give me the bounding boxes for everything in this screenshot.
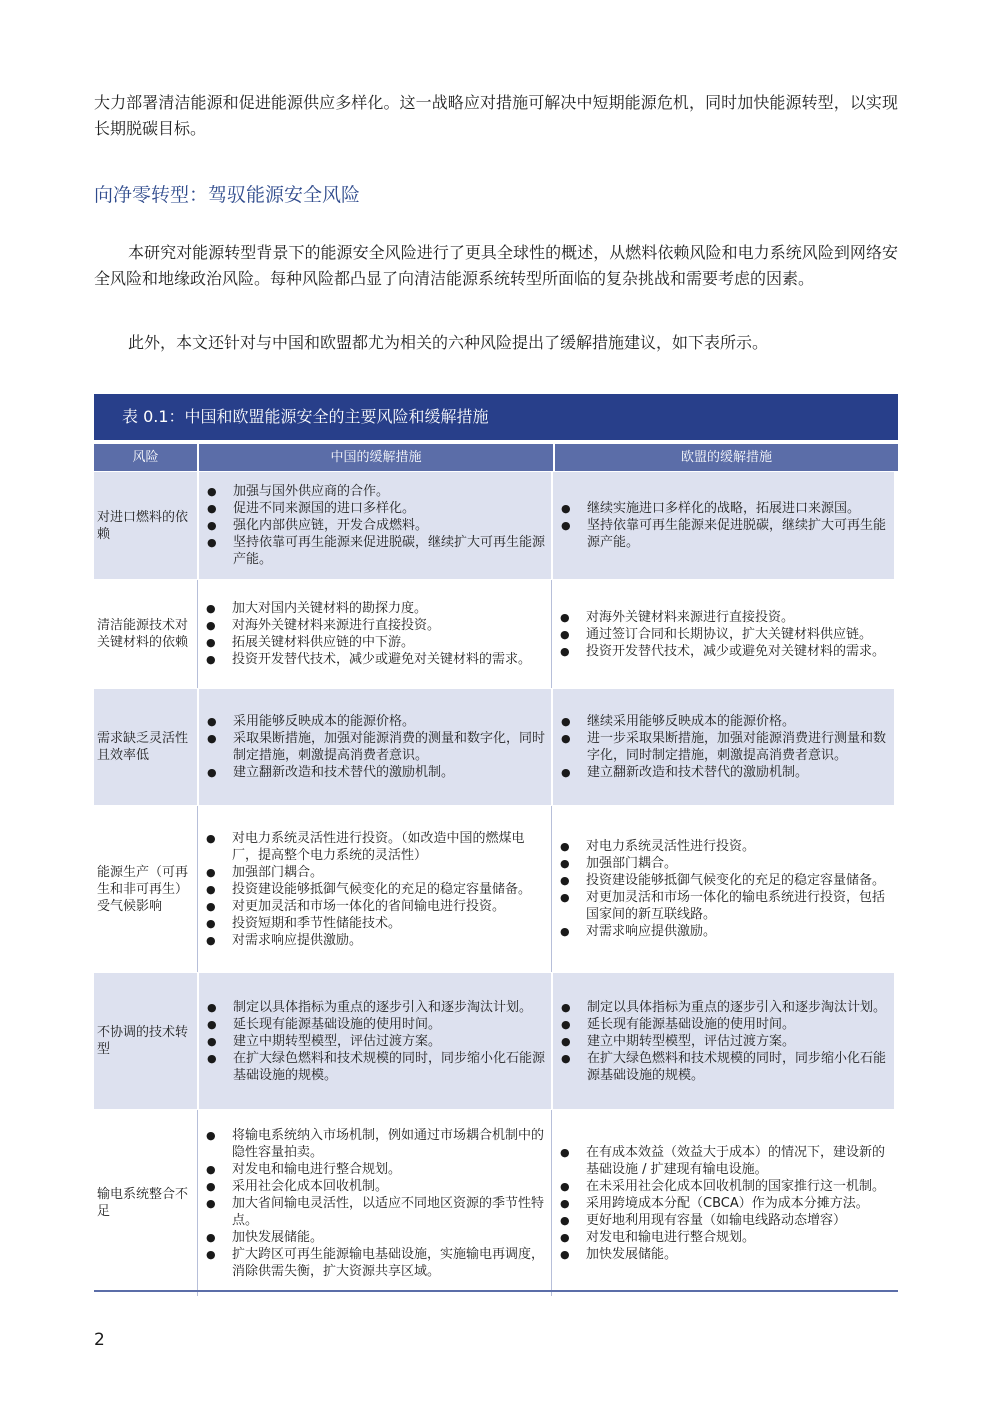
table-row bbox=[94, 805, 898, 972]
eu-measures-cell bbox=[551, 973, 894, 1109]
list-item: ● 采用跨境成本分配（CBCA）作为成本分摊方法。 bbox=[556, 1195, 890, 1212]
china-measures-cell bbox=[197, 689, 551, 805]
eu-measures-cell bbox=[551, 1110, 894, 1296]
list-item: ● 建立中期转型模型，评估过渡方案。 bbox=[557, 1033, 890, 1050]
china-measures-cell bbox=[197, 806, 551, 972]
list-item: ● 加大对国内关键材料的勘探力度。 bbox=[202, 600, 547, 617]
list-item: ● 投资建设能够抵御气候变化的充足的稳定容量储备。 bbox=[202, 881, 547, 898]
eu-measures-cell bbox=[551, 689, 894, 805]
list-item: ● 坚持依靠可再生能源来促进脱碳，继续扩大可再生能源产能。 bbox=[203, 534, 547, 568]
table-row bbox=[94, 471, 898, 579]
list-item: ● 对电力系统灵活性进行投资。 bbox=[556, 838, 890, 855]
list-item: ● 对需求响应提供激励。 bbox=[202, 932, 547, 949]
list-item: ● 将输电系统纳入市场机制，例如通过市场耦合机制中的隐性容量拍卖。 bbox=[202, 1127, 547, 1161]
china-measures-cell bbox=[197, 472, 551, 579]
risk-cell: 能源生产（可再生和非可再生）受气候影响 bbox=[97, 864, 189, 914]
eu-measures-cell bbox=[551, 580, 894, 688]
list-item: ● 扩大跨区可再生能源输电基础设施，实施输电再调度，消除供需失衡，扩大资源共享区域。 bbox=[202, 1246, 547, 1280]
list-item: ● 拓展关键材料供应链的中下游。 bbox=[202, 634, 547, 651]
list-item: ● 采用社会化成本回收机制。 bbox=[202, 1178, 547, 1195]
table-row bbox=[94, 972, 898, 1109]
list-item: ● 坚持依靠可再生能源来促进脱碳，继续扩大可再生能源产能。 bbox=[557, 517, 890, 551]
list-item: ● 继续采用能够反映成本的能源价格。 bbox=[557, 713, 890, 730]
list-item: ● 加强与国外供应商的合作。 bbox=[203, 483, 547, 500]
list-item: ● 对需求响应提供激励。 bbox=[556, 923, 890, 940]
table-header bbox=[94, 444, 898, 471]
list-item: ● 投资短期和季节性储能技术。 bbox=[202, 915, 547, 932]
risk-cell: 不协调的技术转型 bbox=[94, 973, 197, 1109]
list-item: ● 建立翻新改造和技术替代的激励机制。 bbox=[557, 764, 890, 781]
list-item: ● 对发电和输电进行整合规划。 bbox=[202, 1161, 547, 1178]
list-item: ● 通过签订合同和长期协议，扩大关键材料供应链。 bbox=[556, 626, 890, 643]
list-item: ● 在扩大绿色燃料和技术规模的同时，同步缩小化石能源基础设施的规模。 bbox=[203, 1050, 547, 1084]
page-number: 2 bbox=[94, 1330, 105, 1350]
header-china: 中国的缓解措施 bbox=[199, 444, 553, 471]
list-item: ● 制定以具体指标为重点的逐步引入和逐步淘汰计划。 bbox=[557, 999, 890, 1016]
list-item: ● 更好地利用现有容量（如输电线路动态增容） bbox=[556, 1212, 890, 1229]
china-measures-cell bbox=[197, 1110, 551, 1296]
table-row bbox=[94, 688, 898, 805]
section-heading: 向净零转型：驾驭能源安全风险 bbox=[94, 184, 361, 206]
header-eu: 欧盟的缓解措施 bbox=[555, 444, 898, 471]
table-bottom-rule bbox=[94, 1290, 898, 1292]
list-item: ● 对更加灵活和市场一体化的输电系统进行投资，包括国家间的新互联线路。 bbox=[556, 889, 890, 923]
body-paragraph-2: 此外，本文还针对与中国和欧盟都尤为相关的六种风险提出了缓解措施建议，如下表所示。 bbox=[128, 333, 769, 352]
table-title: 表 0.1：中国和欧盟能源安全的主要风险和缓解措施 bbox=[94, 394, 898, 440]
list-item: ● 在未采用社会化成本回收机制的国家推行这一机制。 bbox=[556, 1178, 890, 1195]
risk-cell: 对进口燃料的依赖 bbox=[94, 472, 197, 579]
list-item: ● 加快发展储能。 bbox=[556, 1246, 890, 1263]
table-row bbox=[94, 1109, 898, 1296]
list-item: ● 建立翻新改造和技术替代的激励机制。 bbox=[203, 764, 547, 781]
list-item: ● 投资建设能够抵御气候变化的充足的稳定容量储备。 bbox=[556, 872, 890, 889]
list-item: ● 对更加灵活和市场一体化的省间输电进行投资。 bbox=[202, 898, 547, 915]
risk-cell: 需求缺乏灵活性且效率低 bbox=[94, 689, 197, 805]
list-item: ● 延长现有能源基础设施的使用时间。 bbox=[203, 1016, 547, 1033]
list-item: ● 建立中期转型模型，评估过渡方案。 bbox=[203, 1033, 547, 1050]
list-item: ● 加强部门耦合。 bbox=[556, 855, 890, 872]
risk-mitigation-table bbox=[94, 394, 898, 1296]
list-item: ● 进一步采取果断措施，加强对能源消费进行测量和数字化，同时制定措施，刺激提高消费者意识。 bbox=[557, 730, 890, 764]
list-item: ● 在有成本效益（效益大于成本）的情况下，建设新的基础设施 / 扩建现有输电设施。 bbox=[556, 1144, 890, 1178]
risk-cell: 输电系统整合不足 bbox=[97, 1187, 189, 1219]
intro-paragraph: 大力部署清洁能源和促进能源供应多样化。这一战略应对措施可解决中短期能源危机，同时加快能源转型，以实现长期脱碳目标。 bbox=[94, 93, 898, 138]
list-item: ● 对电力系统灵活性进行投资。（如改造中国的燃煤电厂，提高整个电力系统的灵活性） bbox=[202, 830, 547, 864]
list-item: ● 制定以具体指标为重点的逐步引入和逐步淘汰计划。 bbox=[203, 999, 547, 1016]
list-item: ● 促进不同来源国的进口多样化。 bbox=[203, 500, 547, 517]
header-risk: 风险 bbox=[94, 444, 197, 471]
list-item: ● 对发电和输电进行整合规划。 bbox=[556, 1229, 890, 1246]
list-item: ● 延长现有能源基础设施的使用时间。 bbox=[557, 1016, 890, 1033]
china-measures-cell bbox=[197, 580, 551, 688]
list-item: ● 加强部门耦合。 bbox=[202, 864, 547, 881]
risk-cell: 清洁能源技术对关键材料的依赖 bbox=[97, 618, 189, 650]
list-item: ● 在扩大绿色燃料和技术规模的同时，同步缩小化石能源基础设施的规模。 bbox=[557, 1050, 890, 1084]
list-item: ● 继续实施进口多样化的战略，拓展进口来源国。 bbox=[557, 500, 890, 517]
list-item: ● 加大省间输电灵活性，以适应不同地区资源的季节性特点。 bbox=[202, 1195, 547, 1229]
list-item: ● 强化内部供应链，开发合成燃料。 bbox=[203, 517, 547, 534]
list-item: ● 加快发展储能。 bbox=[202, 1229, 547, 1246]
list-item: ● 对海外关键材料来源进行直接投资。 bbox=[202, 617, 547, 634]
list-item: ● 采用能够反映成本的能源价格。 bbox=[203, 713, 547, 730]
list-item: ● 对海外关键材料来源进行直接投资。 bbox=[556, 609, 890, 626]
body-paragraph-1: 本研究对能源转型背景下的能源安全风险进行了更具全球性的概述，从燃料依赖风险和电力系统风险到网络安全风险和地缘政治风险。每种风险都凸显了向清洁能源系统转型所面临的复杂挑战和需要考虑的因素。 bbox=[94, 243, 898, 288]
china-measures-cell bbox=[197, 973, 551, 1109]
list-item: ● 投资开发替代技术，减少或避免对关键材料的需求。 bbox=[556, 643, 890, 660]
list-item: ● 投资开发替代技术，减少或避免对关键材料的需求。 bbox=[202, 651, 547, 668]
eu-measures-cell bbox=[551, 806, 894, 972]
list-item: ● 采取果断措施，加强对能源消费的测量和数字化，同时制定措施，刺激提高消费者意识。 bbox=[203, 730, 547, 764]
table-row bbox=[94, 579, 898, 688]
eu-measures-cell bbox=[551, 472, 894, 579]
